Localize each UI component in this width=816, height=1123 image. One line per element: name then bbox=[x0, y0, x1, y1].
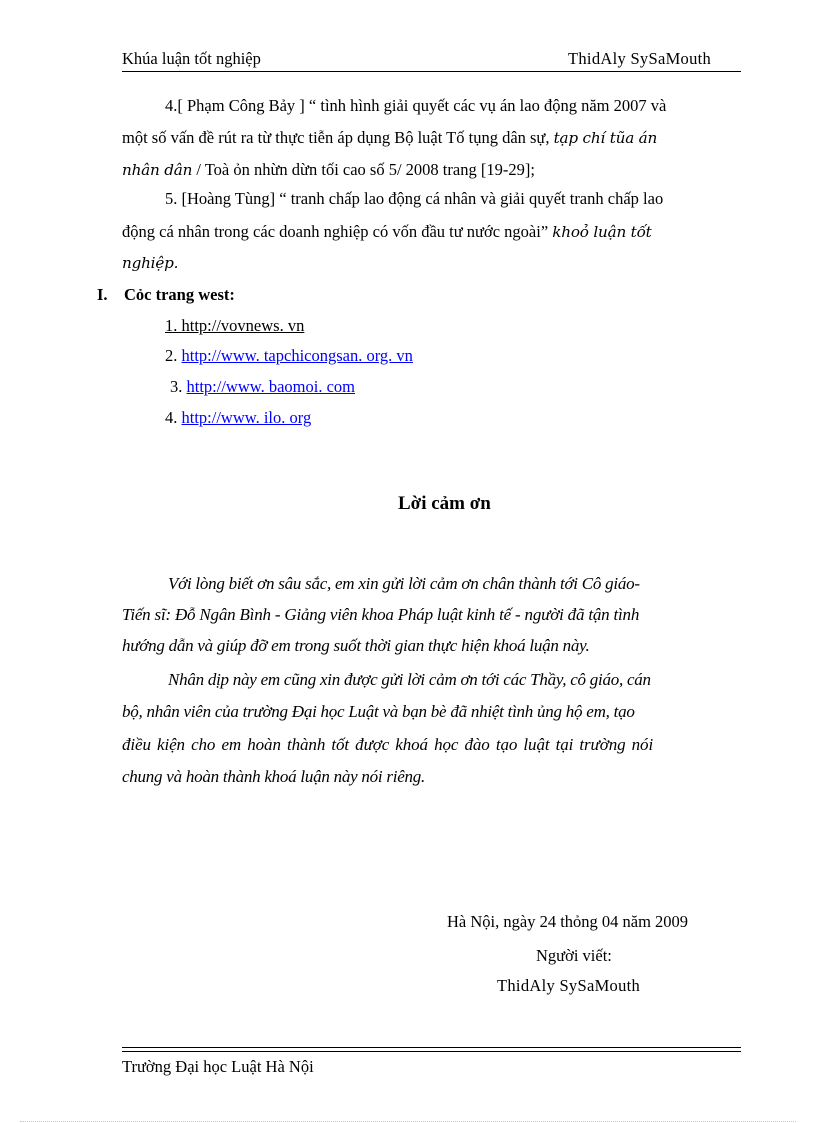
ref-4-line-1: 4.[ Phạm Công Bảy ] “ tình hình giải quyết các vụ án lao động năm 2007 và bbox=[165, 96, 667, 115]
ref-5-line-1: 5. [Hoàng Tùng] “ tranh chấp lao động cá nhân và giải quyết tranh chấp lao bbox=[165, 189, 664, 208]
ref-5-line-3 bbox=[122, 252, 178, 274]
website-prefix-3: 3. bbox=[170, 377, 187, 396]
website-item-2 bbox=[165, 345, 413, 367]
thanks-p1-line-1: Với lòng biết ơn sâu sắc, em xin gửi lời cảm ơn chân thành tới Cô giáo- bbox=[168, 574, 640, 593]
ref-4-line-3 bbox=[122, 159, 535, 181]
signature-place-date: Hà Nội, ngày 24 thỏng 04 năm 2009 bbox=[447, 912, 689, 931]
website-item-4 bbox=[165, 407, 311, 429]
thanks-title: Lời cảm ơn bbox=[398, 493, 491, 514]
website-link-1[interactable]: 1. http://vovnews. vn bbox=[165, 316, 305, 335]
footer-rule-top bbox=[122, 1047, 741, 1048]
signature-writer-label: Người viết: bbox=[536, 946, 612, 965]
ref-5-line-2-text: động cá nhân trong các doanh nghiệp có vốn đầu tư nước ngoài” bbox=[122, 222, 553, 241]
footer-rule-bottom bbox=[122, 1051, 741, 1052]
ref-5-type-cont: nghiệp. bbox=[122, 254, 179, 272]
header-left: Khúa luận tốt nghiệp bbox=[122, 49, 261, 68]
thanks-p2-line-4: chung và hoàn thành khoá luận này nói riêng. bbox=[122, 767, 425, 786]
website-item-1 bbox=[165, 315, 304, 337]
page-edge-dotted-line bbox=[20, 1121, 796, 1122]
thanks-p1-line-2: Tiến sĩ: Đỗ Ngân Bình - Giảng viên khoa Pháp luật kinh tế - người đã tận tình bbox=[122, 605, 640, 624]
website-item-3 bbox=[170, 376, 355, 398]
ref-5-line-2 bbox=[122, 221, 652, 243]
thanks-p2-line-1: Nhân dịp này em cũng xin được gửi lời cảm ơn tới các Thầy, cô giáo, cán bbox=[168, 670, 651, 689]
ref-4-line-2-text: một số vấn đề rút ra từ thực tiễn áp dụng Bộ luật Tố tụng dân sự, bbox=[122, 128, 554, 147]
ref-4-journal-cont: nhân dân bbox=[122, 161, 193, 179]
website-link-3[interactable]: http://www. baomoi. com bbox=[186, 377, 355, 396]
signature-writer-name: ThidAly SySaMouth bbox=[497, 976, 641, 995]
ref-5-type: khoỏ luận tốt bbox=[552, 223, 652, 241]
website-prefix-4: 4. bbox=[165, 408, 182, 427]
website-link-2[interactable]: http://www. tapchicongsan. org. vn bbox=[181, 346, 413, 365]
thanks-p2-line-2: bộ, nhân viên của trường Đại học Luật và bạn bè đã nhiệt tình ủng hộ em, tạo bbox=[122, 702, 635, 721]
thanks-p2-line-3: điều kiện cho em hoàn thành tốt được khoá học đào tạo luật tại trường nói bbox=[122, 735, 654, 754]
header-right: ThidAly SySaMouth bbox=[568, 49, 712, 68]
section-title: Cỏc trang west: bbox=[124, 285, 235, 304]
footer-left: Trường Đại học Luật Hà Nội bbox=[122, 1057, 314, 1076]
website-prefix-2: 2. bbox=[165, 346, 182, 365]
header-rule bbox=[122, 71, 741, 72]
website-link-4[interactable]: http://www. ilo. org bbox=[181, 408, 312, 427]
ref-4-journal: tạp chí tũa án bbox=[553, 129, 658, 147]
ref-4-line-3-text: / Toà ỏn nhừn dừn tối cao số 5/ 2008 trang [19-29]; bbox=[192, 160, 535, 179]
ref-4-line-2 bbox=[122, 127, 657, 149]
thanks-p1-line-3: hướng dẫn và giúp đỡ em trong suốt thời gian thực hiện khoá luận này. bbox=[122, 636, 590, 655]
section-numeral: I. bbox=[97, 285, 108, 304]
